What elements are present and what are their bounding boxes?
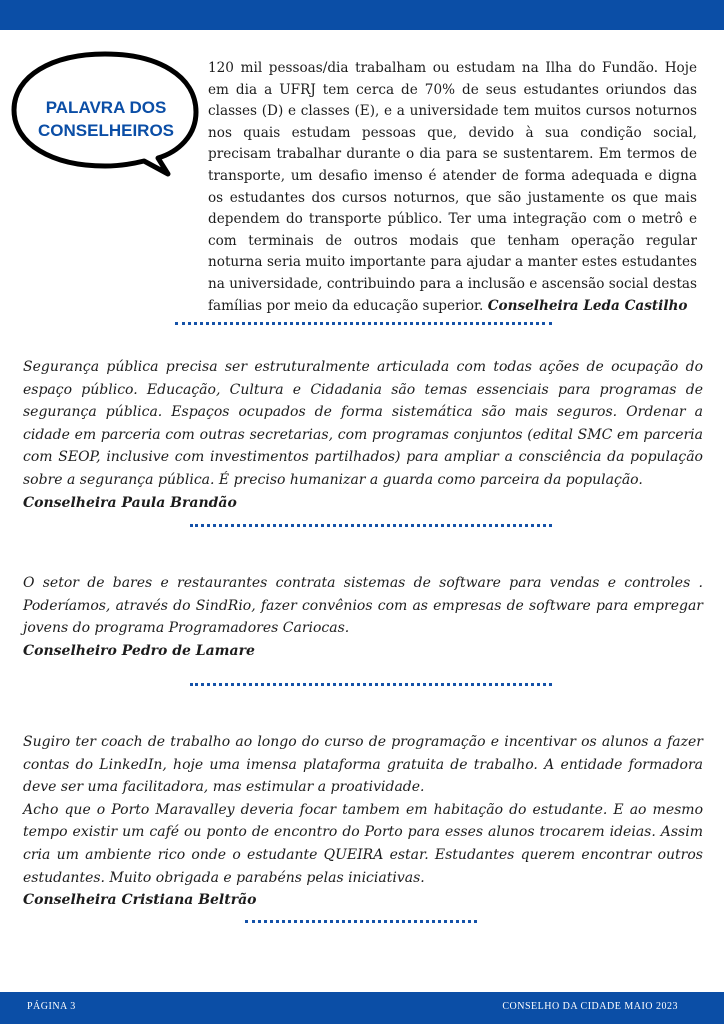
- statement-block: [23, 356, 703, 514]
- divider: [175, 322, 552, 325]
- statement-signature: Conselheira Paula Brandão: [23, 494, 237, 511]
- footer-title: CONSELHO DA CIDADE MAIO 2023: [502, 1001, 678, 1012]
- header-bar: [0, 0, 724, 30]
- page-number: PÁGINA 3: [27, 1001, 76, 1012]
- statement-signature: Conselheira Cristiana Beltrão: [23, 892, 257, 909]
- divider: [190, 683, 552, 686]
- intro-paragraph: [208, 58, 697, 317]
- statement-text: Sugiro ter coach de trabalho ao longo do curso de programação e incentivar os alunos a fazer contas do LinkedIn, hoje uma imensa plataforma gratuita de trabalho. A entidade formadora deve ser uma facilitadora, mas estimular a proatividade.: [23, 734, 703, 796]
- section-title-line2: CONSELHEIROS: [37, 121, 175, 140]
- statement-block: [23, 731, 703, 912]
- statement-signature: Conselheiro Pedro de Lamare: [23, 642, 255, 659]
- divider: [190, 524, 552, 527]
- statement-text: Segurança pública precisa ser estruturalmente articulada com todas ações de ocupação do espaço público. Educação, Cultura e Cidadania são temas essenciais para programas de segurança pública. Espaços ocupados de forma sistemática são mais seguros. Ordenar a cidade em parceria com outras secretarias, com programas conjuntos (edital SMC em parceria com SEOP, inclusive com investimentos partilhados) para ampliar a consciência da população sobre a segurança pública. É preciso humanizar a guarda como parceira da população.: [23, 359, 703, 488]
- divider: [245, 920, 477, 923]
- intro-text: 120 mil pessoas/dia trabalham ou estudam na Ilha do Fundão. Hoje em dia a UFRJ tem cerca de 70% de seus estudantes oriundos das classes (D) e classes (E), e a universidade tem muitos cursos noturnos nos quais estudam pessoas que, devido à sua condição social, precisam trabalhar durante o dia para se sustentarem. Em termos de transporte, um desafio imenso é atender de forma adequada e digna os estudantes dos cursos noturnos, que são justamente os que mais dependem do transporte público. Ter uma integração com o metrô e com terminais de outros modais que tenham operação regular noturna seria muito importante para ajudar a manter estes estudantes na universidade, contribuindo para a inclusão e ascensão social destas famílias por meio da educação superior.: [208, 60, 697, 314]
- statement-text: O setor de bares e restaurantes contrata sistemas de software para vendas e controles . Poderíamos, através do SindRio, fazer convênios com as empresas de software para empregar jovens do programa Programadores Cariocas.: [23, 575, 703, 637]
- section-title: [26, 96, 186, 142]
- statement-block: [23, 572, 703, 662]
- footer-bar: [0, 992, 724, 1024]
- statement-text-continued: Acho que o Porto Maravalley deveria focar tambem em habitação do estudante. E ao mesmo tempo existir um café ou ponto de encontro do Porto para esses alunos trocarem ideias. Assim cria um ambiente rico onde o estudante QUEIRA estar. Estudantes querem encontrar outros estudantes. Muito obrigada e parabéns pelas iniciativas.: [23, 801, 703, 886]
- intro-signature: Conselheira Leda Castilho: [487, 297, 688, 314]
- section-title-line1: PALAVRA DOS: [45, 98, 167, 117]
